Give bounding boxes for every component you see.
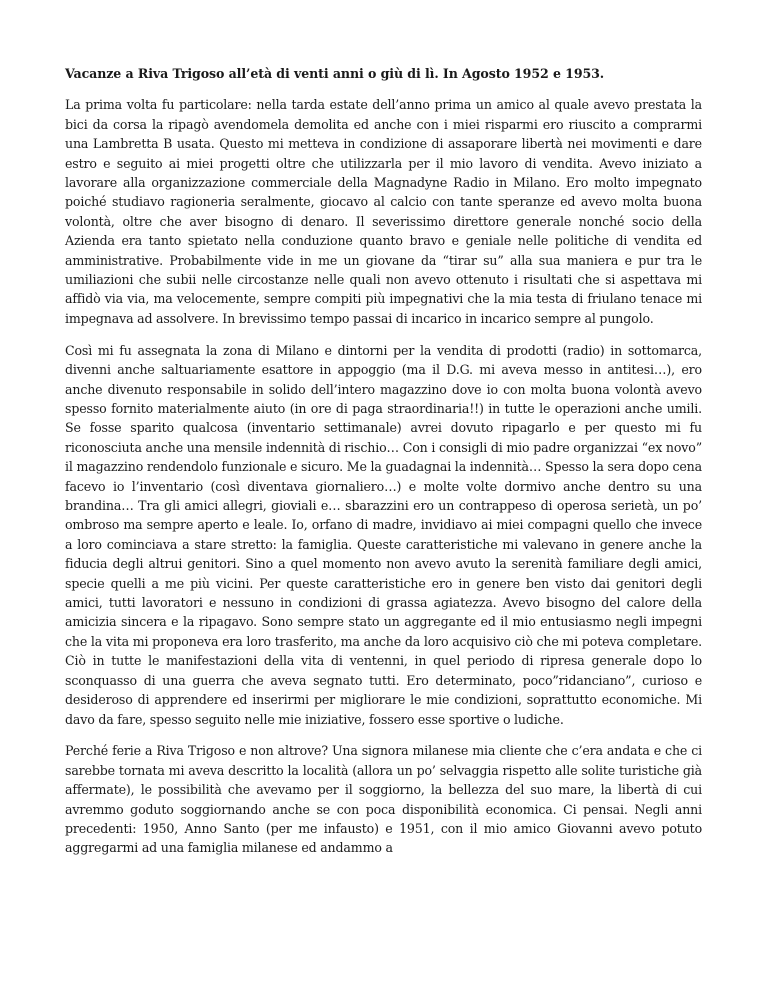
paragraph-riva-trigoso: Perché ferie a Riva Trigoso e non altrove? Una signora milanese mia cliente che c’era andata e che ci sarebbe tornata mi aveva descritto la località (allora un po’ selvaggia rispetto alle solite turistiche già affermate), le possibilità che avevamo per il soggiorno, la bellezza del suo mare, la libertà di cui avremmo goduto soggiornando anche se con poca disponibilità economica. Ci pensai. Negli anni precedenti: 1950, Anno Santo (per me infausto) e 1951, con il mio amico Giovanni avevo potuto aggregarmi ad una famiglia milanese ed andammo a: [65, 743, 702, 856]
document-title: Vacanze a Riva Trigoso all’età di venti anni o giù di lì. In Agosto 1952 e 1953.: [65, 66, 605, 81]
paragraph-lambretta: La prima volta fu particolare: nella tarda estate dell’anno prima un amico al quale avevo prestata la bici da corsa la ripagò avendomela demolita ed anche con i miei risparmi ero riuscito a comprarmi una Lambretta B usata. Questo mi metteva in condizione di assaporare libertà nei movimenti e dare estro e seguito ai miei progetti oltre che utilizzarla per il mio lavoro di vendita. Avevo iniziato a lavorare alla organizzazione commerciale della Magnadyne Radio in Milano. Ero molto impegnato poiché studiavo ragioneria seralmente, giocavo al calcio con tante speranze ed avevo molta buona volontà, oltre che aver bisogno di denaro. Il severissimo direttore generale nonché socio della Azienda era tanto spietato nella conduzione quanto bravo e geniale nelle politiche di vendita ed amministrative. Probabilmente vide in me un giovane da “tirar su” alla sua maniera e pur tra le umiliazioni che subii nelle circostanze nelle quali non avevo ottenuto i risultati che si aspettava mi affidò via via, ma velocemente, sempre compiti più impegnativi che la mia testa di friulano tenace mi impegnava ad assolvere. In brevissimo tempo passai di incarico in incarico sempre al pungolo.: [65, 97, 702, 326]
document-page: [65, 64, 702, 858]
paragraph-magazzino: Così mi fu assegnata la zona di Milano e dintorni per la vendita di prodotti (radio) in sottomarca, divenni anche saltuariamente esattore in appoggio (ma il D.G. mi aveva messo in antitesi…), ero anche divenuto responsabile in solido dell’intero magazzino dove io con molta buona volontà avevo spesso fornito materialmente aiuto (in ore di paga straordinaria!!) in tutte le operazioni anche umili. Se fosse sparito qualcosa (inventario settimanale) avrei dovuto ripagarlo e per questo mi fu riconosciuta anche una mensile indennità di rischio… Con i consigli di mio padre organizzai “ex novo” il magazzino rendendolo funzionale e sicuro. Me la guadagnai la indennità… Spesso la sera dopo cena facevo io l’inventario (così diventava giornaliero…) e molte volte dormivo anche dentro su una brandina… Tra gli amici allegri, gioviali e… sbarazzini ero un contrappeso di operosa serietà, un po’ ombroso ma sempre aperto e leale. Io, orfano di madre, invidiavo ai miei compagni quello che invece a loro cominciava a stare stretto: la famiglia. Queste caratteristiche mi valevano in genere anche la fiducia degli altrui genitori. Sino a quel momento non avevo avuto la serenità familiare degli amici, specie quelli a me più vicini. Per queste caratteristiche ero in genere ben visto dai genitori degli amici, tutti lavoratori e nessuno in condizioni di grassa agiatezza. Avevo bisogno del calore della amicizia sincera e la ripagavo. Sono sempre stato un aggregante ed il mio entusiasmo negli impegni che la vita mi proponeva era loro trasferito, ma anche da loro acquisivo ciò che mi poteva completare. Ciò in tutte le manifestazioni della vita di ventenni, in quel periodo di ripresa generale dopo lo sconquasso di una guerra che aveva segnato tutti. Ero determinato, poco”ridanciano”, curioso e desideroso di apprendere ed inserirmi per migliorare le mie condizioni, soprattutto economiche. Mi davo da fare, spesso seguito nelle mie iniziative, fossero esse sportive o ludiche.: [65, 342, 702, 727]
